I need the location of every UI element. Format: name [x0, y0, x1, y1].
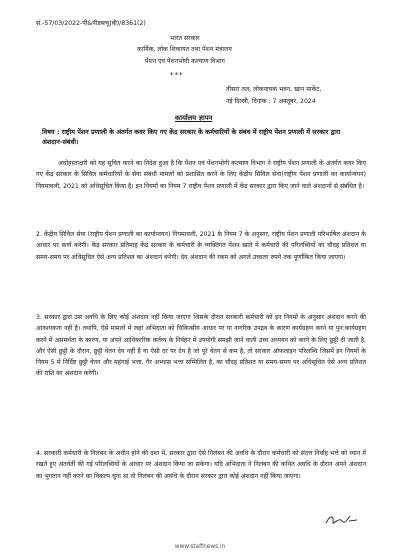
paragraph-3: 3. सरकार द्वारा उस अवधि के लिए कोई अंशदान नहीं किया जाएगा जिसके दौरान सरकारी कर्मचारी को इन नियमों के अनुसार अंशदान करने की आवश्यकता नहीं है। तथापि, ऐसे मामलों में जहां अभिदाता को चिकित्सीय आधार पर या नागरिक उपद्रव के कारण कार्यग्रहण करने या पुन:कार्यग्रहण करने में असमर्थता के कारण, या अपने आधिकारिक कर्तव्य के निर्वहन में उपयोगी समझी जाने वाली उच्च अध्ययन को करने के लिए छुट्टी दी जाती है, और ऐसी छुट्टी के दौरान, छुट्टी वेतन देय नहीं है या ऐसी दर पर देय है जो पूरे वेतन से कम है, तो सरकार ऑफलाइन परिलब्धि जिसमें इन नियमों के नियम 5 में निर्दिष्ट छुट्टी वेतन और महंगाई भत्ता, गैर अभ्यास भत्ता सम्मिलित है, का चौदह प्रतिशत या समय-समय पर अधिसूचित ऐसे अन्य प्रतिशत की राशि का अंशदान करेगी। [36, 314, 366, 378]
address-line-2: नई दिल्ली, दिनांक : 7 अक्तूबर, 2024 [226, 98, 316, 105]
document-type-heading: कार्यालय ज्ञापन [175, 114, 213, 122]
header-line-3: पेंशन एवं पेंशनभोगी कल्याण विभाग [145, 58, 225, 65]
paragraph-4: 4. सरकारी कर्मचारी के निलंबन के अधीन होने की दशा में, सरकार द्वारा ऐसे निलंबन की अवधि के दौरान कर्मचारी को संदत्त निर्वाह भत्ते को ध्यान में रखते हुए अंतर्वर्ती की गई परिलब्धियों के आधार पर अंशदान किया जा सकेगा। यदि अभिदाता ने निलंबन की कथित अवधि के दौरान अपने अंशदान का भुगतान नहीं करने का विकल्प चुना था तो निलंबन की अवधि के दौरान सरकार द्वारा कोई अंशदान नहीं किया जाएगा। [36, 450, 366, 480]
address-line-1: तीसरा तल, लोकनायक भवन, खान मार्केट, [226, 86, 322, 93]
reference-number: सं.-57/03/2022-पी&पीडब्ल्यू(बी)/8361(2) [36, 20, 146, 27]
header-line-1: भारत सरकार [170, 35, 200, 42]
paragraph-1: अधोहस्ताक्षरी को यह सूचित करने का निदेश हुआ है कि पेंशन एवं पेंशनभोगी कल्याण विभाग ने राष्ट्रीय पेंशन प्रणाली के अंतर्गत कवर किए गए केंद्र सरकार के सिविल कर्मचारियों के सेवा संबंधी मामलों को प्रशासित करने के लिए केंद्रीय सिविल सेवा(राष्ट्रीय पेंशन प्रणाली का कार्यान्वयन) नियमावली, 2021 को अधिसूचित किया है। इन नियमों का नियम 7 राष्ट्रीय पेंशन प्रणाली में केंद्र सरकार द्वारा किए जाने वाले अंशदानों से संबंधित है। [36, 160, 366, 190]
header-line-2: कार्मिक, लोक शिकायत तथा पेंशन मंत्रालय [137, 46, 232, 53]
paragraph-2: 2. केंद्रीय सिविल सेवा (राष्ट्रीय पेंशन प्रणाली का कार्यान्वयन) नियमावली, 2021 के नियम 7 के अनुसार, राष्ट्रीय पेंशन प्रणाली परिभाषित अंशदान के आधार पर कार्य करेगी। केंद्र सरकार प्रतिमाह केंद्र सरकार के कर्मचारी के व्यक्तिगत पेंशन खाते में कर्मचारी की परिलब्धियों का चौदह प्रतिशत या समय-समय पर अधिसूचित ऐसे अन्य प्रतिशत का अंशदान करेगी। देय अंशदान की रकम को अगले उच्चतर रुपये तक पूर्णांकित किया जाएगा। [36, 231, 366, 261]
footer-watermark: www.staffnews.in [174, 544, 226, 550]
subject-line: विषय : राष्ट्रीय पेंशन प्रणाली के अंतर्गत कवर किए गए केंद्र सरकार के कर्मचारियों के संबंध में राष्ट्रीय पेंशन प्रणाली में सरकार द्वारा अंशदान-संबंधी। [42, 128, 341, 146]
signature-icon [324, 512, 360, 528]
header-stars: *** [170, 71, 184, 79]
